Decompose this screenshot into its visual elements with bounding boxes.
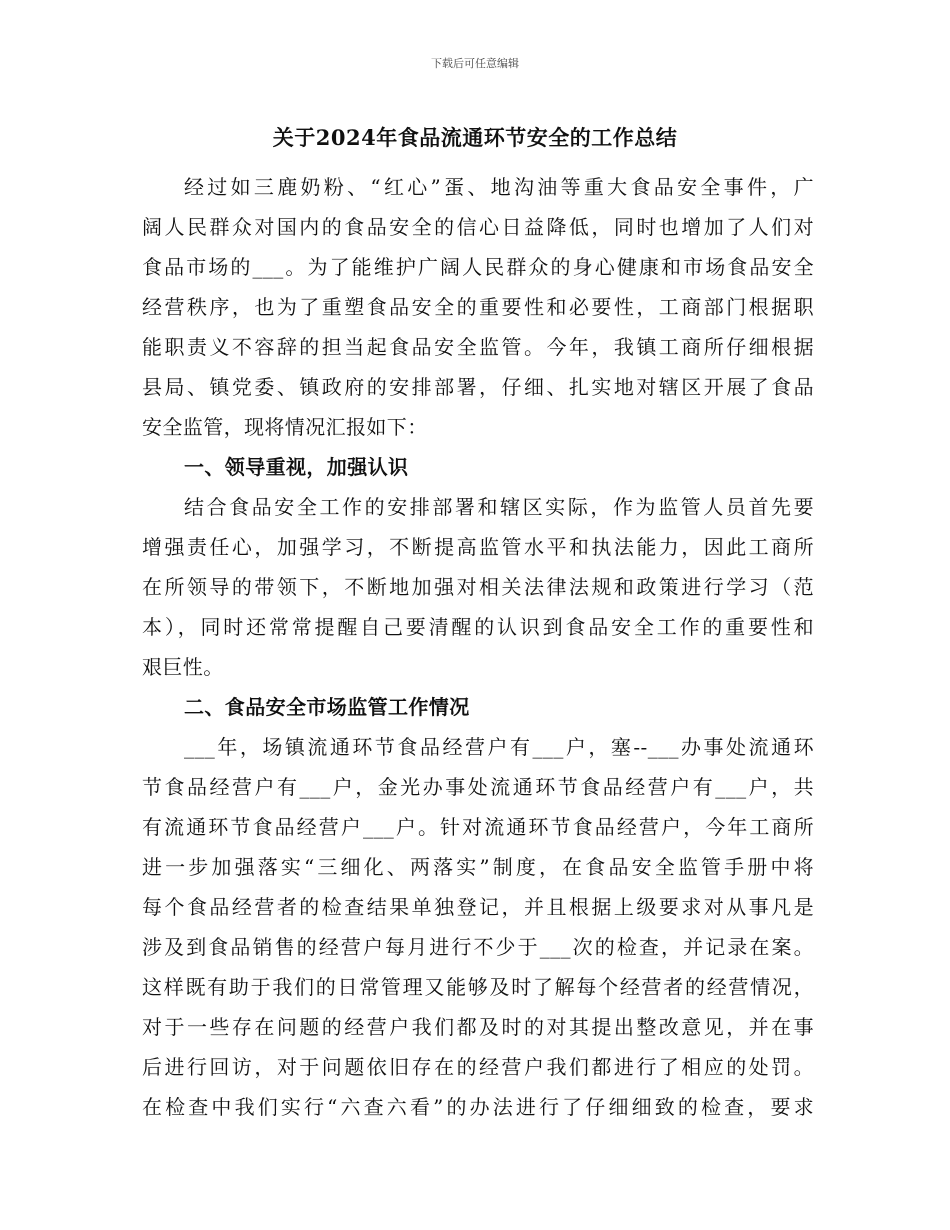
paragraph-line: 节食品经营户有___户，金光办事处流通环节食品经营户有___户，共: [142, 775, 814, 799]
paragraph-line: 每个食品经营者的检查结果单独登记，并且根据上级要求对从事凡是: [142, 895, 814, 919]
paragraph-line: 安全监管，现将情况汇报如下：: [142, 415, 428, 439]
paragraph-line: 进一步加强落实“三细化、两落实”制度，在食品安全监管手册中将: [142, 855, 814, 879]
paragraph-line: 这样既有助于我们的日常管理又能够及时了解每个经营者的经营情况，: [142, 975, 814, 999]
paragraph-line: 本），同时还常常提醒自己要清醒的认识到食品安全工作的重要性和: [142, 615, 814, 639]
paragraph-line: 艰巨性。: [142, 655, 224, 679]
paragraph-line: 阔人民群众对国内的食品安全的信心日益降低，同时也增加了人们对: [142, 215, 814, 239]
paragraph-line: 能职责义不容辞的担当起食品安全监管。今年，我镇工商所仔细根据: [142, 335, 814, 359]
header-note: 下载后可任意编辑: [431, 57, 519, 70]
document-body: [142, 167, 814, 1127]
paragraph-line: 增强责任心，加强学习，不断提高监管水平和执法能力，因此工商所: [142, 535, 814, 559]
paragraph-line: 县局、镇党委、镇政府的安排部署，仔细、扎实地对辖区开展了食品: [142, 375, 814, 399]
section-heading: 二、食品安全市场监管工作情况: [184, 695, 470, 719]
paragraph-line: 对于一些存在问题的经营户我们都及时的对其提出整改意见，并在事: [142, 1015, 814, 1039]
section-heading: 一、领导重视，加强认识: [184, 455, 409, 479]
paragraph-line: 结合食品安全工作的安排部署和辖区实际，作为监管人员首先要: [184, 495, 814, 519]
paragraph-line: 在所领导的带领下，不断地加强对相关法律法规和政策进行学习（范: [142, 575, 814, 599]
paragraph-line: 后进行回访，对于问题依旧存在的经营户我们都进行了相应的处罚。: [142, 1055, 814, 1079]
paragraph-line: ___年，场镇流通环节食品经营户有___户，塞--___办事处流通环: [184, 735, 814, 759]
paragraph-line: 有流通环节食品经营户___户。针对流通环节食品经营户，今年工商所: [142, 815, 814, 839]
paragraph-line: 在检查中我们实行“六查六看”的办法进行了仔细细致的检查，要求: [142, 1095, 814, 1119]
paragraph-line: 涉及到食品销售的经营户每月进行不少于___次的检查，并记录在案。: [142, 935, 814, 959]
paragraph-line: 经过如三鹿奶粉、“红心”蛋、地沟油等重大食品安全事件，广: [184, 175, 814, 199]
document-title: 关于2024年食品流通环节安全的工作总结: [272, 125, 678, 150]
paragraph-line: 食品市场的___。为了能维护广阔人民群众的身心健康和市场食品安全: [142, 255, 814, 279]
paragraph-line: 经营秩序，也为了重塑食品安全的重要性和必要性，工商部门根据职: [142, 295, 814, 319]
